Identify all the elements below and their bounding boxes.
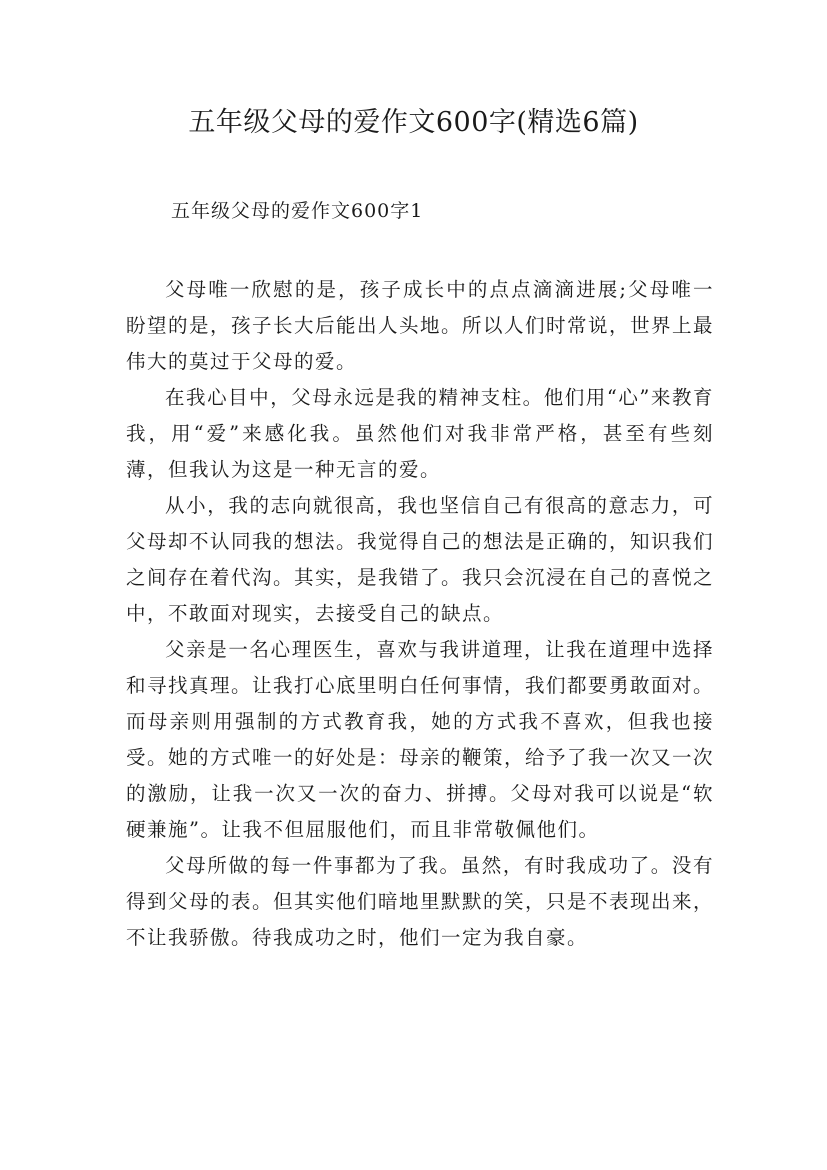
paragraph: 从小，我的志向就很高，我也坚信自己有很高的意志力，可父母却不认同我的想法。我觉得自己的想法是正确的，知识我们之间存在着代沟。其实，是我错了。我只会沉浸在自己的喜悦之中，不敢面对现实，去接受自己的缺点。 [126, 494, 715, 625]
body-text [126, 272, 714, 956]
paragraph: 在我心目中，父母永远是我的精神支柱。他们用“心”来教育我，用“爱”来感化我。虽然他们对我非常严格，甚至有些刻薄，但我认为这是一种无言的爱。 [126, 386, 714, 481]
section-heading: 五年级父母的爱作文600字1 [171, 200, 424, 222]
paragraph: 父母所做的每一件事都为了我。虽然，有时我成功了。没有得到父母的表。但其实他们暗地里默默的笑，只是不表现出来，不让我骄傲。待我成功之时，他们一定为我自豪。 [126, 854, 715, 949]
document-title: 五年级父母的爱作文600字(精选6篇) [188, 107, 639, 138]
paragraph: 父母唯一欣慰的是，孩子成长中的点点滴滴进展;父母唯一盼望的是，孩子长大后能出人头地。所以人们时常说，世界上最伟大的莫过于父母的爱。 [126, 278, 715, 373]
paragraph: 父亲是一名心理医生，喜欢与我讲道理，让我在道理中选择和寻找真理。让我打心底里明白任何事情，我们都要勇敢面对。而母亲则用强制的方式教育我，她的方式我不喜欢，但我也接受。她的方式唯一的好处是：母亲的鞭策，给予了我一次又一次的激励，让我一次又一次的奋力、拼搏。父母对我可以说是“软硬兼施”。让我不但屈服他们，而且非常敬佩他们。 [126, 638, 715, 841]
